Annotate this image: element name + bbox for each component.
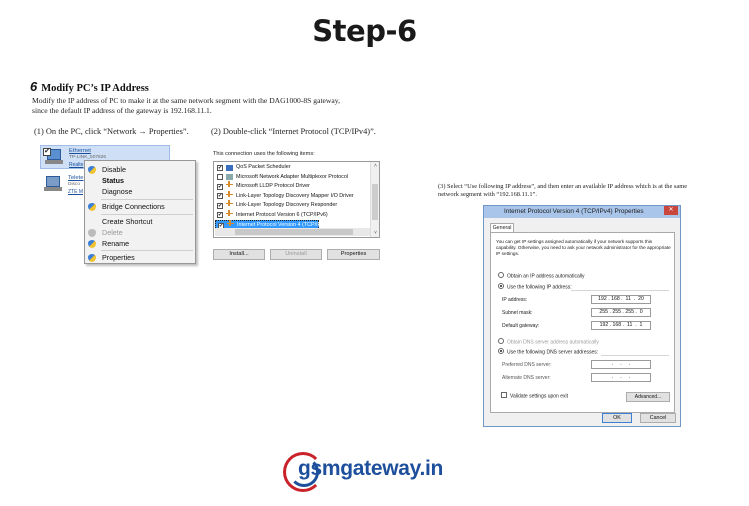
adapter-name: Ethernet <box>69 148 91 154</box>
radio-use-dns[interactable]: Use the following DNS server addresses: <box>498 349 598 355</box>
logo-text: gsmgateway.in <box>298 457 444 480</box>
dialog-title: Internet Protocol Version 4 (TCP/IPv4) Properties <box>504 208 644 215</box>
network-protocol-icon <box>226 203 233 208</box>
list-item-lltd-responder[interactable]: ✔ Link-Layer Topology Discovery Responder <box>218 202 338 209</box>
step1-caption: (1) On the PC, click “Network → Properties”. <box>34 127 189 136</box>
shield-icon <box>88 229 96 237</box>
subnet-mask-label: Subnet mask: <box>502 310 533 316</box>
checkbox[interactable]: ✔ <box>218 193 223 199</box>
radio-obtain-ip[interactable]: Obtain an IP address automatically <box>498 273 584 279</box>
section-title: Modify PC’s IP Address <box>41 83 149 94</box>
qos-icon <box>226 165 233 171</box>
checkbox[interactable] <box>501 392 507 398</box>
radio-obtain-dns: Obtain DNS server address automatically <box>498 339 599 345</box>
cancel-button[interactable]: Cancel <box>640 413 676 423</box>
scroll-thumb[interactable] <box>235 229 353 235</box>
shield-icon <box>88 240 96 248</box>
shield-icon <box>88 203 96 211</box>
menu-item-rename[interactable]: Rename <box>85 238 195 249</box>
list-item-lldp[interactable]: ✔ Microsoft LLDP Protocol Driver <box>218 183 310 190</box>
dialog-description: You can get IP settings assigned automatically if your network supports this capability. Otherwise, you need to ask your network administrator for the appropriate IP settings. <box>496 239 671 256</box>
scroll-thumb[interactable] <box>372 184 378 220</box>
scroll-up-icon[interactable]: ˄ <box>374 163 377 169</box>
ipv4-properties-dialog <box>483 205 681 427</box>
intro-line-2: since the default IP address of the gateway is 192.168.11.1. <box>32 105 212 115</box>
dialog-titlebar <box>484 206 680 218</box>
gsmgateway-logo <box>282 449 462 497</box>
checkbox[interactable]: ✔ <box>218 202 223 209</box>
section-heading <box>30 79 149 94</box>
network-adapter-icon <box>42 176 64 192</box>
radio-button <box>498 338 504 344</box>
list-item-ipv6[interactable]: ✔ Internet Protocol Version 6 (TCP/IPv6) <box>218 211 328 218</box>
group-divider <box>571 290 669 291</box>
shield-icon <box>88 166 96 174</box>
default-gateway-label: Default gateway: <box>502 323 540 329</box>
menu-separator <box>101 199 193 200</box>
checkbox[interactable]: ✔ <box>219 222 224 229</box>
dialog-body <box>490 232 675 413</box>
shield-icon <box>88 254 96 262</box>
install-button[interactable]: Install... <box>213 249 265 260</box>
network-protocol-icon <box>226 194 233 199</box>
items-caption: This connection uses the following items: <box>213 151 315 157</box>
connection-properties-panel <box>212 150 382 262</box>
alternate-dns-field[interactable]: . . . <box>591 373 651 382</box>
group-divider <box>601 355 669 356</box>
menu-item-create-shortcut[interactable]: Create Shortcut <box>102 217 153 226</box>
ip-address-field[interactable]: 192 . 168 . 11 . 20 <box>591 295 651 304</box>
validate-settings-checkbox[interactable]: Validate settings upon exit <box>501 393 568 399</box>
menu-item-diagnose[interactable]: Diagnose <box>102 187 133 196</box>
intro-text <box>32 96 402 115</box>
adapter-desc: TP-LINK_507826 <box>69 155 107 160</box>
horizontal-scrollbar[interactable] <box>215 228 370 236</box>
menu-item-status[interactable]: Status <box>102 176 124 185</box>
menu-item-bridge-connections[interactable]: Bridge Connections <box>85 201 195 212</box>
subnet-mask-field[interactable]: 255 . 255 . 255 . 0 <box>591 308 651 317</box>
radio-use-ip[interactable]: Use the following IP address: <box>498 284 572 290</box>
scroll-down-icon[interactable]: ˅ <box>374 230 377 236</box>
list-item-multiplexor[interactable]: Microsoft Network Adapter Multiplexor Protocol <box>215 173 370 183</box>
checkbox[interactable]: ✔ <box>218 164 223 171</box>
section-number: 6 <box>30 79 38 94</box>
menu-item-delete: Delete <box>85 227 195 238</box>
advanced-button[interactable]: Advanced... <box>626 392 670 402</box>
menu-item-properties[interactable]: Properties <box>85 252 195 263</box>
step3-caption: (3) Select “Use following IP address”, and then enter an available IP address which is at the same network segment with “192.168.11.1”. <box>438 183 688 198</box>
adapter-desc: Disco <box>68 182 80 187</box>
menu-separator <box>101 214 193 215</box>
component-list <box>213 161 380 238</box>
preferred-dns-field[interactable]: . . . <box>591 360 651 369</box>
properties-button[interactable]: Properties <box>327 249 380 260</box>
checkbox[interactable]: ✔ <box>218 183 223 190</box>
adapter-name: Telete <box>68 175 84 181</box>
network-protocol-icon <box>226 184 233 189</box>
alternate-dns-label: Alternate DNS server: <box>502 375 551 381</box>
tab-general[interactable]: General <box>490 223 514 233</box>
radio-button[interactable] <box>498 283 504 289</box>
list-item-ipv4[interactable]: ✔ Internet Protocol Version 4 (TCP/IPv4) <box>215 220 319 230</box>
menu-item-disable[interactable]: Disable <box>85 164 195 175</box>
menu-separator <box>101 250 193 251</box>
ok-button[interactable]: OK <box>602 413 632 423</box>
radio-button[interactable] <box>498 272 504 278</box>
intro-line-1: Modify the IP address of PC to make it at the same network segment with the DAG1000-8S gateway, <box>32 96 340 105</box>
adapter-device: Realte <box>69 162 84 168</box>
checkbox[interactable]: ✔ <box>218 212 223 218</box>
default-gateway-field[interactable]: 192 . 168 . 11 . 1 <box>591 321 651 330</box>
adapter-device: ZTE M <box>68 189 83 195</box>
preferred-dns-label: Preferred DNS server: <box>502 362 552 368</box>
checkbox[interactable] <box>217 174 223 180</box>
page-title: Step-6 <box>312 14 417 48</box>
ip-address-label: IP address: <box>502 297 528 303</box>
network-protocol-icon <box>226 213 233 218</box>
vertical-scrollbar[interactable] <box>370 162 379 237</box>
close-icon[interactable]: ✕ <box>664 206 678 215</box>
uninstall-button: Uninstall <box>270 249 322 260</box>
list-item-qos[interactable]: ✔ QoS Packet Scheduler <box>218 164 291 171</box>
context-menu <box>84 160 196 264</box>
network-adapter-icon: ✔ <box>43 149 65 165</box>
protocol-icon <box>226 174 233 180</box>
step2-caption: (2) Double-click “Internet Protocol (TCP/IPv4)”. <box>211 127 376 136</box>
list-item-lltd-mapper[interactable]: ✔ Link-Layer Topology Discovery Mapper I/O Driver <box>218 192 354 199</box>
radio-button[interactable] <box>498 348 504 354</box>
